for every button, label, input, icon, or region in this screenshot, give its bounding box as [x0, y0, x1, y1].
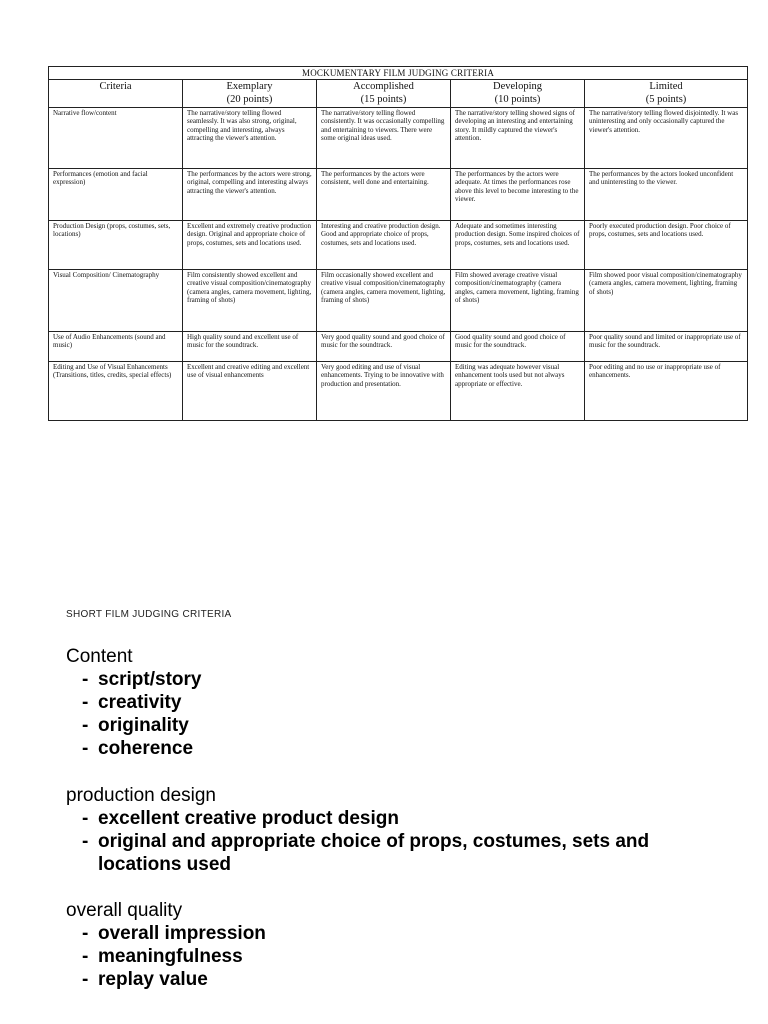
header-accomplished: Accomplished (15 points) — [317, 80, 451, 108]
list-item: - originality — [82, 715, 189, 736]
list-item: - original and appropriate choice of props, costumes, sets and locations used — [82, 831, 650, 875]
exemplary-cell: Excellent and extremely creative production design. Original and appropriate choice of props, costumes, sets and locations used. — [183, 221, 317, 270]
header-row — [49, 80, 748, 108]
criteria-cell: Visual Composition/ Cinematography — [49, 270, 183, 332]
bullet-list — [66, 922, 266, 991]
section-heading: overall quality — [66, 900, 183, 921]
criteria-cell: Editing and Use of Visual Enhancements (Transitions, titles, credits, special effects) — [49, 362, 183, 421]
table-row — [49, 221, 748, 270]
short-film-title: SHORT FILM JUDGING CRITERIA — [66, 609, 232, 620]
exemplary-cell: The narrative/story telling flowed seamlessly. It was also strong, original, compelling and interesting, always attracting the viewer's attention. — [183, 108, 317, 169]
accomplished-cell: The narrative/story telling flowed consistently. It was occasionally compelling and entertaining to viewers. There were some original ideas used. — [317, 108, 451, 169]
accomplished-cell: Very good quality sound and good choice of music for the soundtrack. — [317, 332, 451, 362]
section-overall-quality — [66, 899, 266, 991]
limited-cell: Film showed poor visual composition/cinematography (camera angles, camera movement, lighting, framing of shots) — [585, 270, 748, 332]
limited-cell: Poor editing and no use or inappropriate use of enhancements. — [585, 362, 748, 421]
list-item: - coherence — [82, 738, 194, 759]
bullet-list — [66, 668, 201, 760]
section-heading: Content — [66, 646, 133, 667]
limited-cell: The narrative/story telling flowed disjointedly. It was uninteresting and only occasionally captured the viewer's attention. — [585, 108, 748, 169]
list-item: - meaningfulness — [82, 946, 243, 967]
table-row — [49, 169, 748, 221]
list-item: - excellent creative product design — [82, 808, 399, 829]
accomplished-cell: Very good editing and use of visual enhancements. Trying to be innovative with production and presentation. — [317, 362, 451, 421]
criteria-cell: Production Design (props, costumes, sets, locations) — [49, 221, 183, 270]
table-row — [49, 108, 748, 169]
developing-cell: Film showed average creative visual composition/cinematography (camera angles, camera movement, lighting, framing of shots) — [451, 270, 585, 332]
accomplished-cell: Interesting and creative production design. Good and appropriate choice of props, costumes, sets and locations used. — [317, 221, 451, 270]
accomplished-cell: The performances by the actors were consistent, well done and entertaining. — [317, 169, 451, 221]
list-item: - replay value — [82, 969, 208, 990]
exemplary-cell: High quality sound and excellent use of music for the soundtrack. — [183, 332, 317, 362]
developing-cell: Editing was adequate however visual enhancement tools used but not always appropriate or effective. — [451, 362, 585, 421]
header-developing: Developing (10 points) — [451, 80, 585, 108]
mockumentary-criteria-table — [48, 66, 748, 421]
table-row — [49, 270, 748, 332]
table-title: MOCKUMENTARY FILM JUDGING CRITERIA — [49, 67, 748, 80]
developing-cell: Good quality sound and good choice of music for the soundtrack. — [451, 332, 585, 362]
header-limited: Limited (5 points) — [585, 80, 748, 108]
developing-cell: The performances by the actors were adequate. At times the performances rose above this level to become interesting to the viewer. — [451, 169, 585, 221]
list-item: - creativity — [82, 692, 182, 713]
bullet-list — [66, 807, 718, 876]
table-row — [49, 332, 748, 362]
list-item: - overall impression — [82, 923, 266, 944]
criteria-cell: Narrative flow/content — [49, 108, 183, 169]
accomplished-cell: Film occasionally showed excellent and creative visual composition/cinematography (camera angles, camera movement, lighting, framing of shots) — [317, 270, 451, 332]
table-row — [49, 362, 748, 421]
section-content — [66, 645, 201, 760]
criteria-cell: Use of Audio Enhancements (sound and music) — [49, 332, 183, 362]
exemplary-cell: The performances by the actors were strong, original, compelling and interesting always attracting the viewer's attention. — [183, 169, 317, 221]
developing-cell: Adequate and sometimes interesting production design. Some inspired choices of props, costumes, sets and locations used. — [451, 221, 585, 270]
header-criteria: Criteria — [49, 80, 183, 108]
section-production-design — [66, 784, 718, 876]
header-exemplary: Exemplary (20 points) — [183, 80, 317, 108]
list-item: - script/story — [82, 669, 202, 690]
limited-cell: Poorly executed production design. Poor choice of props, costumes, sets and locations used. — [585, 221, 748, 270]
limited-cell: The performances by the actors looked unconfident and uninteresting to the viewer. — [585, 169, 748, 221]
limited-cell: Poor quality sound and limited or inappropriate use of music for the soundtrack. — [585, 332, 748, 362]
exemplary-cell: Film consistently showed excellent and creative visual composition/cinematography (camera angles, camera movement, lighting, framing of shots) — [183, 270, 317, 332]
developing-cell: The narrative/story telling showed signs of developing an interesting and entertaining story. It mildly captured the viewer's attention. — [451, 108, 585, 169]
section-heading: production design — [66, 785, 216, 806]
criteria-cell: Performances (emotion and facial expression) — [49, 169, 183, 221]
exemplary-cell: Excellent and creative editing and excellent use of visual enhancements — [183, 362, 317, 421]
